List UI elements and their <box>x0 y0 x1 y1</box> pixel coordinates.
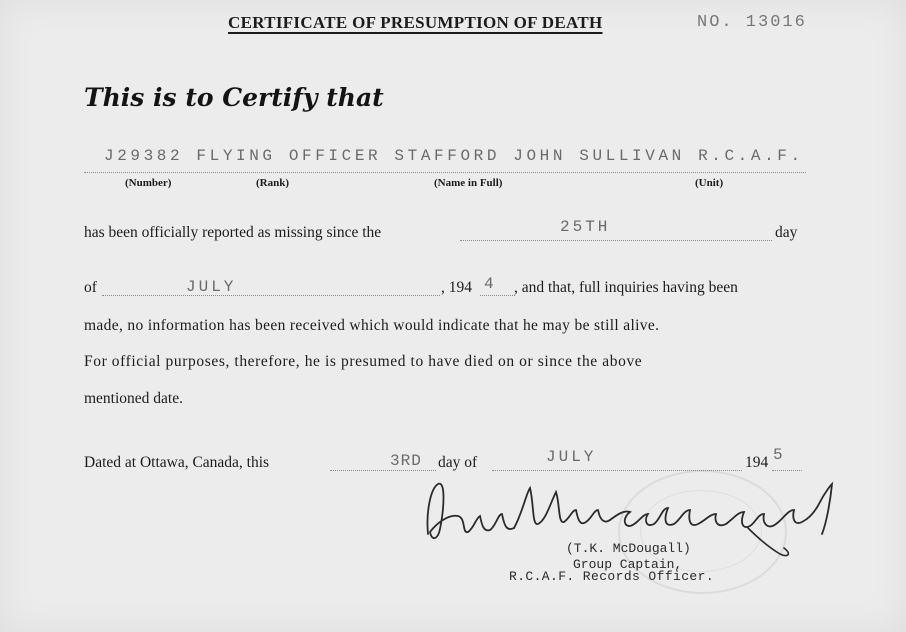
dated-year-dotted-line <box>772 470 802 471</box>
missing-year-digit: 4 <box>484 275 497 293</box>
dated-year-prefix: 194 <box>745 454 769 471</box>
label-number: (Number) <box>125 177 172 189</box>
dated-prefix: Dated at Ottawa, Canada, this <box>84 454 270 471</box>
certificate-title: CERTIFICATE OF PRESUMPTION OF DEATH <box>228 13 603 32</box>
missing-day-value: 25TH <box>560 218 611 236</box>
missing-day-dotted-line <box>460 240 772 241</box>
missing-month-value: JULY <box>186 278 237 296</box>
signatory-name: (T.K. McDougall) <box>566 541 691 556</box>
dated-day-of: day of <box>438 454 478 471</box>
missing-year-dotted-line <box>480 295 515 296</box>
missing-month-dotted-line <box>102 295 440 296</box>
dated-month-value: JULY <box>546 448 597 466</box>
label-rank: (Rank) <box>256 177 290 189</box>
dated-day-value: 3RD <box>390 452 422 470</box>
subject-typed-line: J29382 FLYING OFFICER STAFFORD JOHN SULLIVAN R.C.A.F. <box>104 147 804 165</box>
signatory-rank: Group Captain, <box>573 557 683 572</box>
signatory-title: R.C.A.F. Records Officer. <box>509 569 715 584</box>
subject-dotted-line <box>84 172 806 173</box>
body-line-2: made, no information has been received which would indicate that he may be still alive. <box>84 317 660 334</box>
dated-day-dotted-line <box>330 470 436 471</box>
label-unit: (Unit) <box>695 177 724 189</box>
body-line-3: For official purposes, therefore, he is presumed to have died on or since the above <box>84 353 643 370</box>
body-line-4: mentioned date. <box>84 390 183 407</box>
missing-continuation: , and that, full inquiries having been <box>514 279 738 296</box>
of-label: of <box>84 279 97 296</box>
missing-day-suffix: day <box>775 224 798 241</box>
certify-heading: This is to Certify that <box>84 83 384 112</box>
certificate-number: NO. 13016 <box>697 13 807 32</box>
missing-prefix: has been officially reported as missing since the <box>84 224 382 241</box>
missing-year-prefix: , 194 <box>441 279 472 296</box>
label-name: (Name in Full) <box>434 177 503 189</box>
dated-year-digit: 5 <box>773 446 786 464</box>
